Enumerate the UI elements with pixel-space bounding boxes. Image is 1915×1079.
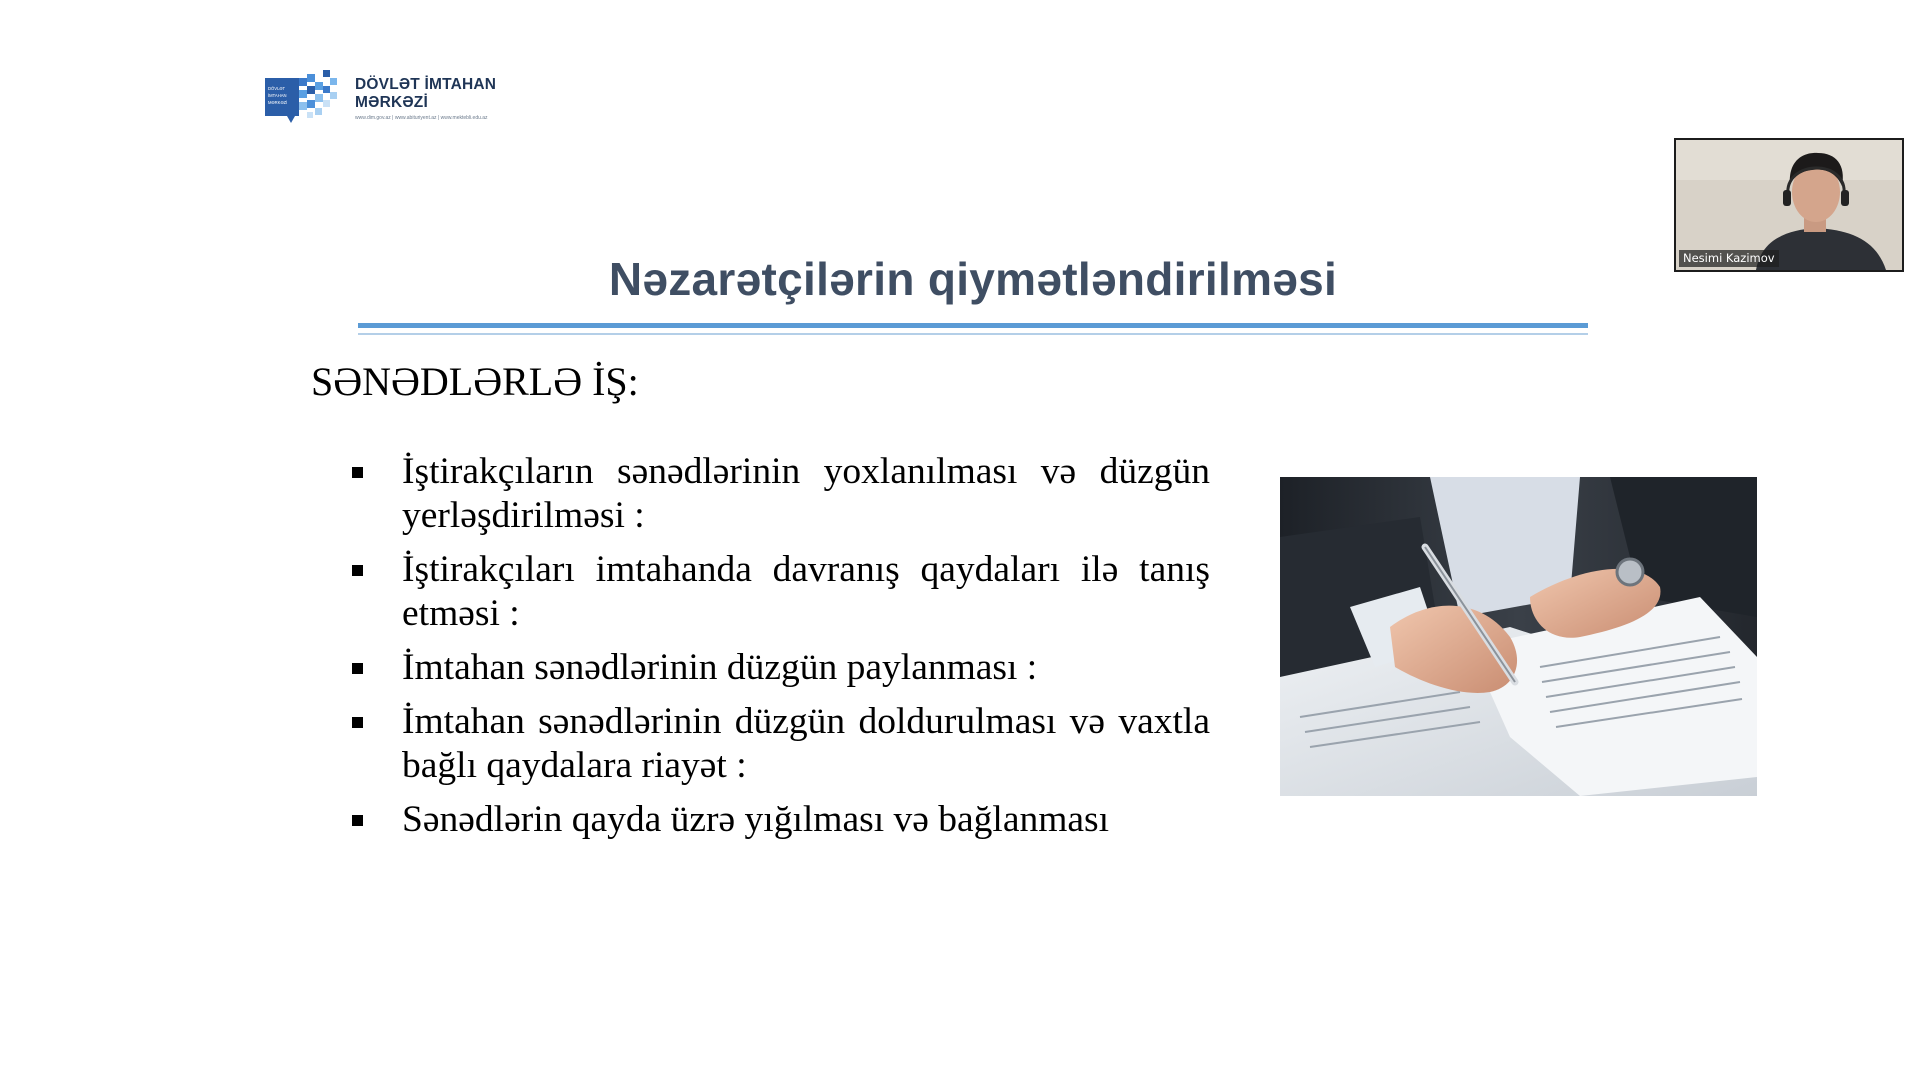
bullet-text: İmtahan sənədlərinin düzgün paylanması : <box>402 647 1038 688</box>
bullet-text: Sənədlərin qayda üzrə yığılması və bağlanması <box>402 799 1110 840</box>
svg-text:DÖVLƏT: DÖVLƏT <box>268 86 286 91</box>
logo-title-line2: MƏRKƏZİ <box>355 94 428 111</box>
square-bullet-icon <box>352 663 363 674</box>
svg-text:MƏRKƏZİ: MƏRKƏZİ <box>268 100 288 105</box>
bullet-text: İştirakçıların sənədlərinin yoxlanılması və düzgün yerləşdirilməsi : <box>402 451 1210 536</box>
square-bullet-icon <box>352 717 363 728</box>
bullet-list <box>350 450 1210 852</box>
title-underline <box>358 323 1588 328</box>
slide-title: Nəzarətçilərin qiymətləndirilməsi <box>608 253 1338 305</box>
square-bullet-icon <box>352 467 363 478</box>
logo-mark-icon <box>265 70 343 124</box>
bullet-item <box>350 450 1210 538</box>
bullet-text: İştirakçıları imtahanda davranış qaydaları ilə tanış etməsi : <box>402 549 1210 634</box>
logo-title-line1: DÖVLƏT İMTAHAN <box>355 76 497 93</box>
title-underline-thin <box>358 333 1588 335</box>
participant-video-tile[interactable] <box>1674 138 1904 272</box>
signing-documents-photo <box>1280 477 1757 796</box>
square-bullet-icon <box>352 815 363 826</box>
svg-text:İMTAHAN: İMTAHAN <box>268 93 287 98</box>
participant-name-label: Nesimi Kazimov <box>1679 250 1779 267</box>
bullet-item <box>350 646 1210 690</box>
square-bullet-icon <box>352 565 363 576</box>
dim-logo <box>265 70 505 124</box>
bullet-item <box>350 700 1210 788</box>
bullet-item <box>350 548 1210 636</box>
bullet-item <box>350 798 1210 842</box>
section-heading: SƏNƏDLƏRLƏ İŞ: <box>311 359 639 404</box>
logo-websites: www.dim.gov.az | www.abituriyent.az | www.mektebli.edu.az <box>355 115 488 121</box>
bullet-text: İmtahan sənədlərinin düzgün doldurulması və vaxtla bağlı qaydalara riayət : <box>402 701 1210 786</box>
